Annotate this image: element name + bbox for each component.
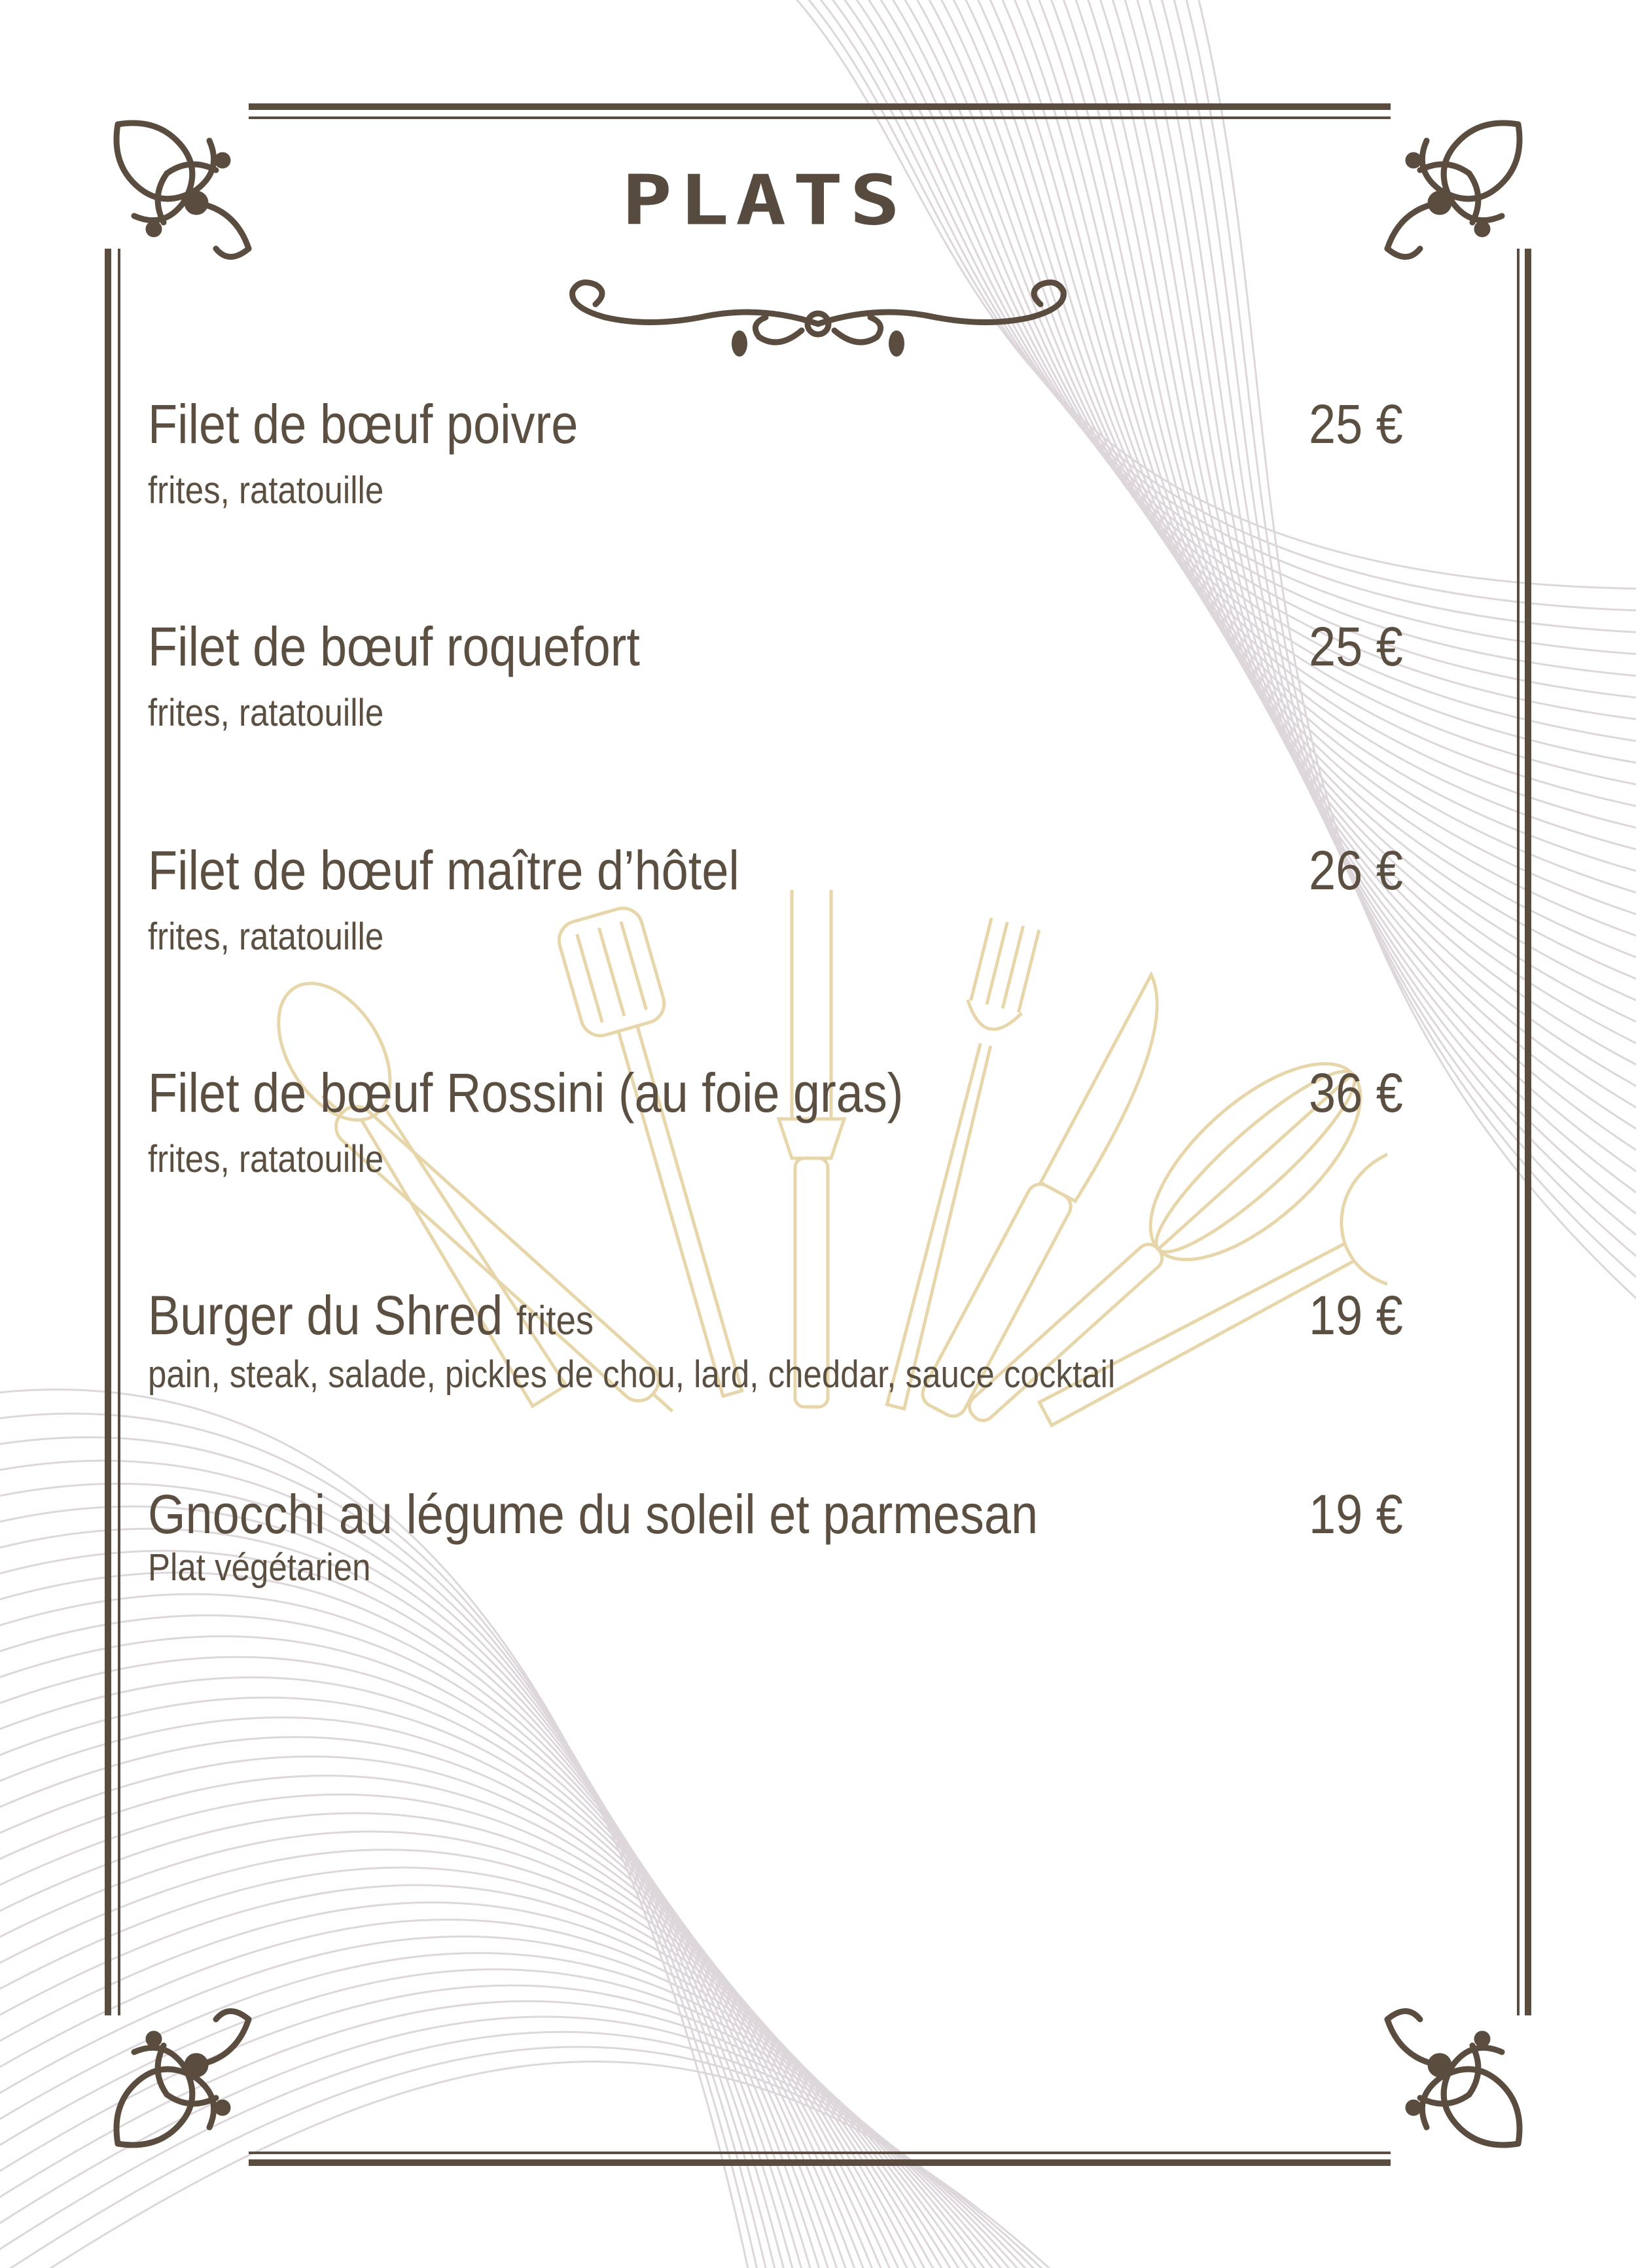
corner-ornament-bottom-left bbox=[116, 2011, 249, 2146]
item-price: 19 € bbox=[1309, 1483, 1403, 1545]
menu-item bbox=[148, 1061, 1404, 1182]
corner-ornament-top-left bbox=[116, 123, 249, 257]
menu-item bbox=[148, 615, 1404, 735]
item-price: 26 € bbox=[1309, 840, 1403, 901]
corner-ornament-bottom-right bbox=[1387, 2011, 1520, 2146]
item-description: pain, steak, salade, pickles de chou, lard, cheddar, sauce cocktail bbox=[148, 1353, 1116, 1396]
item-description: frites, ratatouille bbox=[148, 692, 384, 734]
menu-item bbox=[148, 1284, 1404, 1397]
menu-item bbox=[148, 839, 1404, 959]
item-description: frites, ratatouille bbox=[148, 1138, 384, 1180]
corner-ornament-top-right bbox=[1387, 123, 1520, 257]
item-name: Filet de bœuf poivre bbox=[148, 393, 578, 455]
menu-title bbox=[622, 160, 1014, 247]
item-name: Filet de bœuf Rossini (au foie gras) bbox=[148, 1062, 904, 1124]
item-name-line bbox=[148, 1284, 594, 1353]
item-description: frites, ratatouille bbox=[148, 469, 384, 512]
scroll-flourish-icon bbox=[543, 278, 1093, 363]
item-name: Filet de bœuf maître d’hôtel bbox=[148, 840, 739, 901]
item-note: frites bbox=[516, 1298, 594, 1343]
item-price: 19 € bbox=[1309, 1285, 1403, 1346]
item-name: Filet de bœuf roquefort bbox=[148, 616, 640, 677]
item-price: 25 € bbox=[1309, 393, 1403, 455]
menu-item bbox=[148, 1483, 1404, 1590]
item-name: Gnocchi au légume du soleil et parmesan bbox=[148, 1483, 1039, 1545]
item-description: frites, ratatouille bbox=[148, 915, 384, 958]
menu-item bbox=[148, 393, 1404, 513]
item-price: 36 € bbox=[1309, 1062, 1403, 1124]
item-price: 25 € bbox=[1309, 616, 1403, 677]
item-name: Burger du Shred bbox=[148, 1285, 503, 1346]
menu-title-text: PLATS bbox=[622, 160, 907, 241]
item-description: Plat végétarien bbox=[148, 1546, 371, 1589]
